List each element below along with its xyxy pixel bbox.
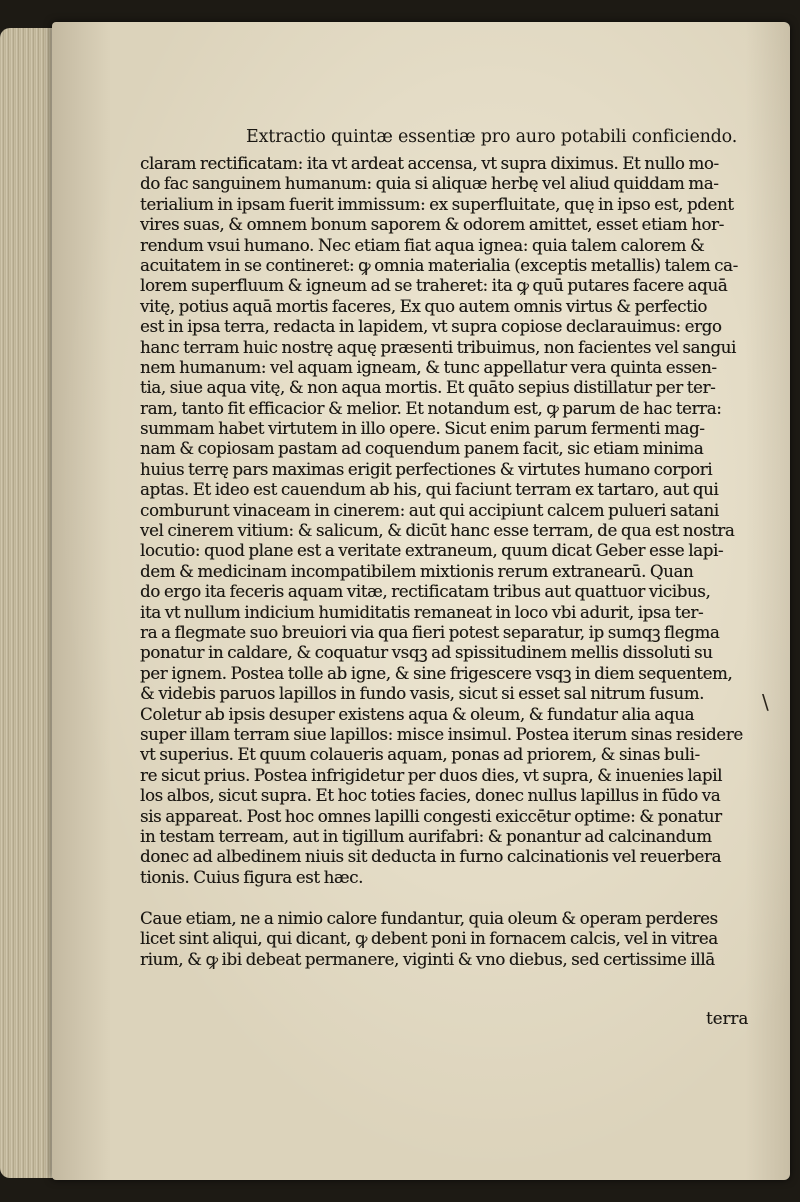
text-line: hanc terram huic nostrę aquę præsenti tribuimus, non facientes vel sangui: [140, 337, 736, 357]
text-line: acuitatem in se contineret: ꝙ omnia materialia (exceptis metallis) talem ca-: [140, 255, 738, 275]
text-line: vel cinerem vitium: & salicum, & dicūt hanc esse terram, de qua est nostra: [140, 521, 735, 541]
text-line: ra a flegmate suo breuiori via qua fieri potest separatur, ip sumqꝫ flegma: [140, 622, 720, 642]
text-line: rium, & ꝙ ibi debeat permanere, viginti & vno diebus, sed certissime illā: [140, 949, 715, 969]
text-line: & videbis paruos lapillos in fundo vasis, sicut si esset sal nitrum fusum.: [140, 684, 705, 704]
text-line: dem & medicinam incompatibilem mixtionis rerum extranearū. Quan: [140, 561, 694, 581]
book-page-edges: [0, 28, 58, 1178]
text-line: vitę, potius aquā mortis faceres, Ex quo autem omnis virtus & perfectio: [140, 296, 708, 316]
text-line: donec ad albedinem niuis sit deducta in furno calcinationis vel reuerbera: [140, 847, 722, 867]
text-line: tionis. Cuius figura est hæc.: [140, 867, 364, 887]
text-line: nam & copiosam pastam ad coquendum panem facit, sic etiam minima: [140, 439, 704, 459]
text-line: do ergo ita feceris aquam vitæ, rectificatam tribus aut quattuor vicibus,: [140, 582, 711, 602]
text-line: vt superius. Et quum colaueris aquam, ponas ad priorem, & sinas buli-: [140, 745, 700, 765]
text-line: locutio: quod plane est a veritate extraneum, quum dicat Geber esse lapi-: [140, 541, 724, 561]
text-line: aptas. Et ideo est cauendum ab his, qui faciunt terram ex tartaro, aut qui: [140, 480, 719, 500]
text-line: super illam terram siue lapillos: misce insimul. Postea iterum sinas residere: [140, 724, 743, 744]
text-line: do fac sanguinem humanum: quia si aliquæ herbę vel aliud quiddam ma-: [140, 174, 719, 194]
text-line: rendum vsui humano. Nec etiam fiat aqua ignea: quia talem calorem &: [140, 235, 705, 255]
text-line: re sicut prius. Postea infrigidetur per duos dies, vt supra, & inuenies lapil: [140, 765, 723, 785]
text-line: comburunt vinaceam in cinerem: aut qui accipiunt calcem pulueri satani: [140, 500, 719, 520]
text-line: ita vt nullum indicium humiditatis remaneat in loco vbi adurit, ipsa ter-: [140, 602, 704, 622]
text-line: nem humanum: vel aquam igneam, & tunc appellatur vera quinta essen-: [140, 357, 717, 377]
text-line: licet sint aliqui, qui dicant, ꝙ debent poni in fornacem calcis, vel in vitrea: [140, 929, 718, 949]
catchword: terra: [706, 1009, 749, 1028]
running-heading: Extractio quintæ essentiæ pro auro potabili conficiendo.: [246, 127, 738, 147]
text-line: claram rectificatam: ita vt ardeat accensa, vt supra diximus. Et nullo mo-: [140, 154, 719, 173]
text-line: huius terrę pars maximas erigit perfectiones & virtutes humano corpori: [140, 459, 713, 479]
paragraph-1: [140, 154, 762, 888]
margin-mark: \: [762, 690, 769, 714]
text-line: per ignem. Postea tolle ab igne, & sine frigescere vsqꝫ in diem sequentem,: [140, 663, 733, 683]
text-line: est in ipsa terra, redacta in lapidem, vt supra copiose declarauimus: ergo: [140, 317, 722, 337]
text-line: vires suas, & omnem bonum saporem & odorem amittet, esset etiam hor-: [140, 215, 724, 235]
text-line: lorem superfluum & igneum ad se traheret: ita ꝙ quū putares facere aquā: [140, 276, 728, 296]
text-line: in testam terream, aut in tigillum aurifabri: & ponantur ad calcinandum: [140, 826, 712, 846]
text-line: summam habet virtutem in illo opere. Sicut enim parum fermenti mag-: [140, 419, 705, 439]
text-line: los albos, sicut supra. Et hoc toties facies, donec nullus lapillus in fūdo va: [140, 786, 721, 806]
text-line: tia, siue aqua vitę, & non aqua mortis. Et quāto sepius distillatur per ter-: [140, 378, 716, 398]
text-line: sis appareat. Post hoc omnes lapilli congesti exiccētur optime: & ponatur: [140, 806, 722, 826]
text-line: Caue etiam, ne a nimio calore fundantur, quia oleum & operam perderes: [140, 909, 718, 929]
text-line: ponatur in caldare, & coquatur vsqꝫ ad spissitudinem mellis dissoluti su: [140, 643, 713, 663]
paragraph-2: [140, 909, 762, 970]
paragraph-gap: [140, 888, 762, 909]
text-line: ram, tanto fit efficacior & melior. Et notandum est, ꝙ parum de hac terra:: [140, 398, 722, 418]
text-line: terialium in ipsam fuerit immissum: ex superfluitate, quę in ipso est, pdent: [140, 194, 734, 214]
text-line: Coletur ab ipsis desuper existens aqua & oleum, & fundatur alia aqua: [140, 704, 695, 724]
text-block: [140, 126, 762, 970]
